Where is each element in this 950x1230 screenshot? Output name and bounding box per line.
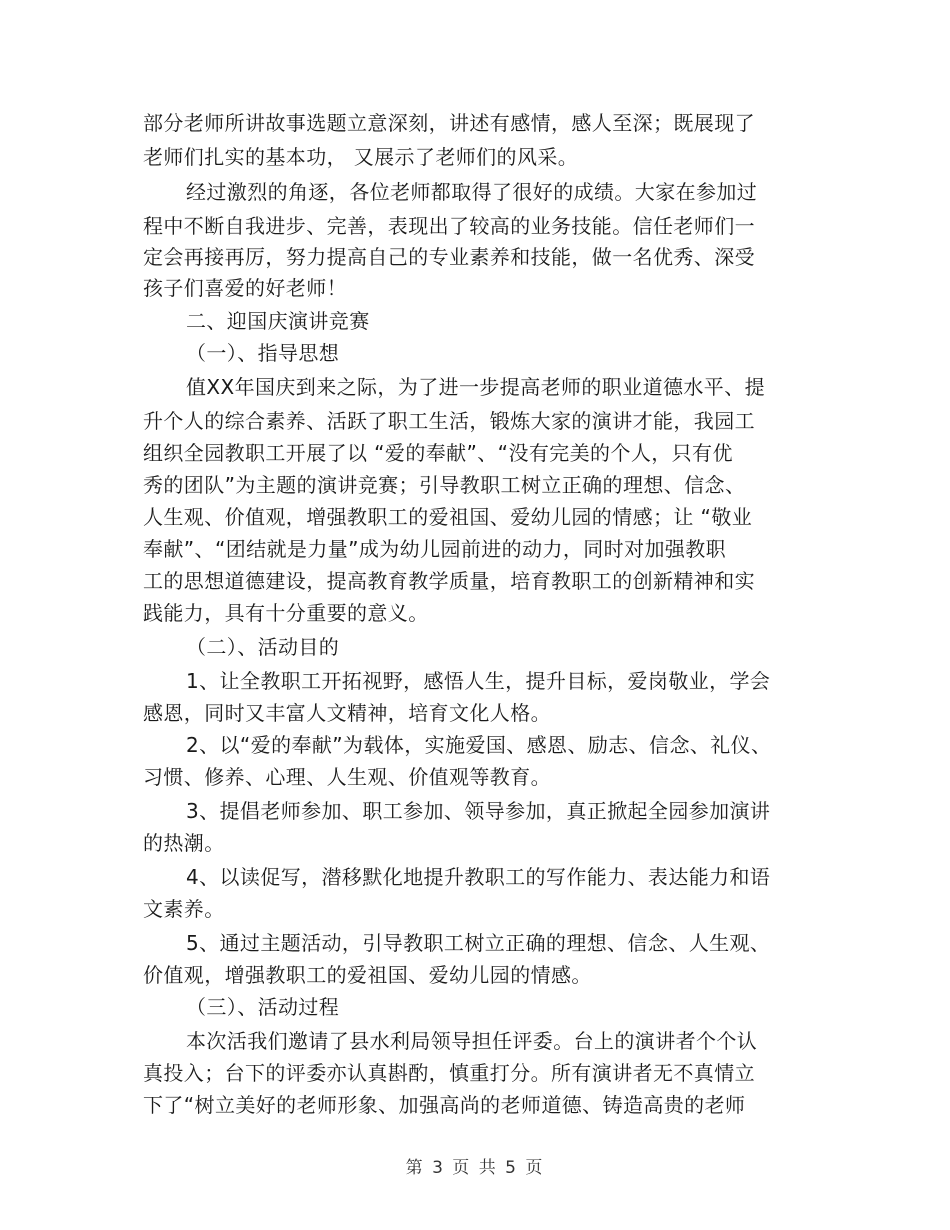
page-number-footer: 第 3 页 共 5 页 (405, 1158, 545, 1178)
text-line: 定会再接再厉，努力提高自己的专业素养和技能，做一名优秀、深受 (143, 245, 755, 269)
text-line: 下了“树立美好的老师形象、加强高尚的老师道德、铸造高贵的老师 (143, 1093, 746, 1117)
text-line: 价值观，增强教职工的爱祖国、爱幼儿园的情感。 (143, 963, 592, 987)
text-line: 升个人的综合素养、活跃了职工生活，锻炼大家的演讲才能，我园工 (143, 409, 755, 433)
text-line: 部分老师所讲故事选题立意深刻，讲述有感情，感人至深；既展现了 (143, 111, 755, 135)
text-line: 值XX年国庆到来之际，为了进一步提高老师的职业道德水平、提 (186, 375, 766, 399)
text-line: 孩子们喜爱的好老师！ (143, 276, 347, 300)
text-line: 1、让全教职工开拓视野，感悟人生，提升目标，爱岗敬业，学会 (186, 669, 771, 693)
text-line: 秀的团队”为主题的演讲竞赛；引导教职工树立正确的理想、信念、 (143, 473, 746, 497)
text-line: 5、通过主题活动，引导教职工树立正确的理想、信念、人生观、 (186, 931, 771, 955)
text-line: 工的思想道德建设，提高教育教学质量，培育教职工的创新精神和实 (143, 569, 755, 593)
text-line: 的热潮。 (143, 831, 225, 855)
text-line: 经过激烈的角逐，各位老师都取得了很好的成绩。大家在参加过 (186, 180, 758, 204)
subsection-heading: （三）、活动过程 (186, 995, 340, 1019)
text-line: 4、以读促写，潜移默化地提升教职工的写作能力、表达能力和语 (186, 865, 771, 889)
text-line: 2、以“爱的奉献”为载体，实施爱国、感恩、励志、信念、礼仪、 (186, 733, 772, 757)
text-line: 3、提倡老师参加、职工参加、领导参加，真正掀起全园参加演讲 (186, 799, 771, 823)
text-line: 程中不断自我进步、完善，表现出了较高的业务技能。信任老师们一 (143, 214, 755, 238)
text-line: 奉献”、“团结就是力量”成为幼儿园前进的动力，同时对加强教职 (143, 537, 727, 561)
text-line: 感恩，同时又丰富人文精神，培育文化人格。 (143, 701, 551, 725)
text-line: 文素养。 (143, 897, 225, 921)
text-line: 践能力，具有十分重要的意义。 (143, 601, 429, 625)
text-line: 本次活我们邀请了县水利局领导担任评委。台上的演讲者个个认 (186, 1029, 758, 1053)
text-line: 习惯、修养、心理、人生观、价值观等教育。 (143, 765, 551, 789)
text-line: 老师们扎实的基本功， 又展示了老师们的风采。 (143, 145, 579, 169)
subsection-heading: （二）、活动目的 (186, 635, 340, 659)
text-line: 真投入；台下的评委亦认真斟酌，慎重打分。所有演讲者无不真情立 (143, 1061, 755, 1085)
text-line: 人生观、价值观，增强教职工的爱祖国、爱幼儿园的情感；让 “敬业 (143, 505, 753, 529)
subsection-heading: （一）、指导思想 (186, 341, 340, 365)
section-heading: 二、迎国庆演讲竞赛 (186, 309, 370, 333)
text-line: 组织全园教职工开展了以 “爱的奉献”、“没有完美的个人，只有优 (143, 441, 733, 465)
